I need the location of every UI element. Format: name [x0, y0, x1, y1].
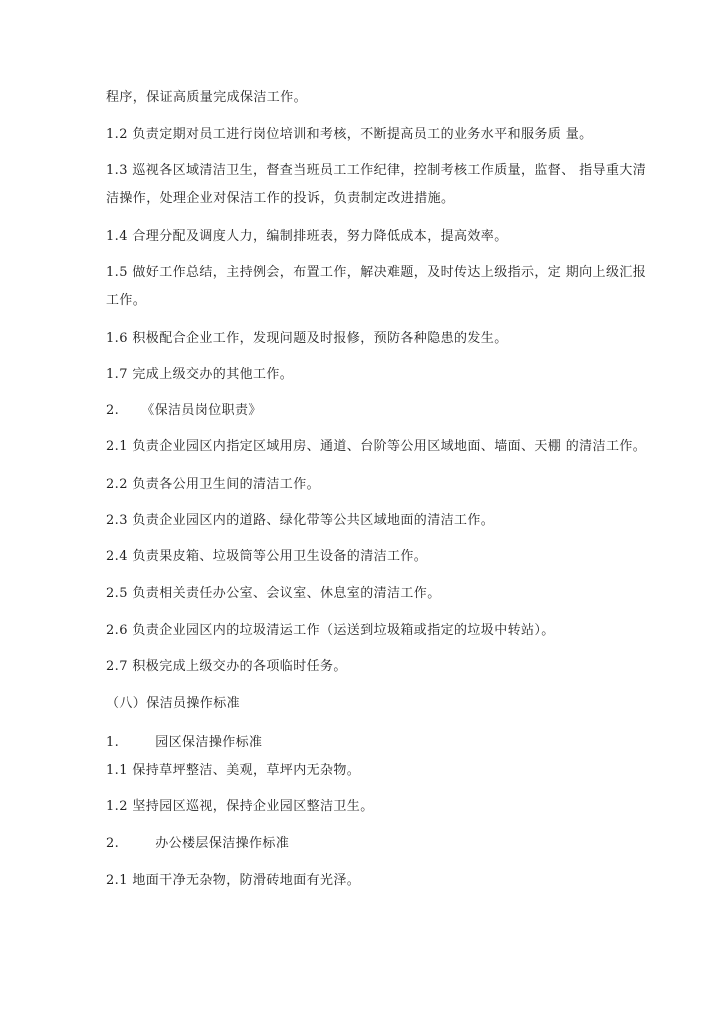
text-line: 1.2 负责定期对员工进行岗位培训和考核，不断提高员工的业务水平和服务质 量。: [106, 127, 593, 142]
text-line: 1.3 巡视各区域清洁卫生，督查当班员工工作纪律，控制考核工作质量，监督、 指导重大清: [106, 163, 647, 178]
text-line: 2.7 积极完成上级交办的各项临时任务。: [106, 659, 347, 674]
text-line: 程序，保证高质量完成保洁工作。: [106, 90, 308, 105]
section-number: 2.: [106, 836, 120, 851]
section-heading: （八）保洁员操作标准: [106, 696, 241, 711]
text-line: 2.3 负责企业园区内的道路、绿化带等公共区域地面的清洁工作。: [106, 513, 495, 528]
text-line: 1.2 坚持园区巡视，保持企业园区整洁卫生。: [106, 799, 374, 814]
text-line: 2.2 负责各公用卫生间的清洁工作。: [106, 477, 321, 492]
text-line: 2.5 负责相关责任办公室、会议室、休息室的清洁工作。: [106, 586, 441, 601]
subsection-heading: [106, 734, 262, 752]
text-line: 2.1 负责企业园区内指定区域用房、通道、台阶等公用区域地面、墙面、天棚 的清洁工作。: [106, 439, 647, 454]
text-line: 1.4 合理分配及调度人力，编制排班表，努力降低成本，提高效率。: [106, 229, 508, 244]
subsection-heading: [106, 835, 289, 853]
text-line: 2.4 负责果皮箱、垃圾筒等公用卫生设备的清洁工作。: [106, 549, 428, 564]
section-heading: [106, 402, 262, 420]
section-number: 2.: [106, 403, 120, 418]
section-title: 《保洁员岗位职责》: [141, 403, 262, 418]
text-line: 2.6 负责企业园区内的垃圾清运工作（运送到垃圾箱或指定的垃圾中转站）。: [106, 623, 555, 638]
text-line: 1.1 保持草坪整洁、美观，草坪内无杂物。: [106, 763, 361, 778]
text-line: 1.6 积极配合企业工作，发现问题及时报修，预防各种隐患的发生。: [106, 331, 508, 346]
text-line: 1.5 做好工作总结，主持例会，布置工作，解决难题，及时传达上级指示，定 期向上级汇报: [106, 265, 647, 280]
section-title: 办公楼层保洁操作标准: [155, 836, 290, 851]
text-line: 1.7 完成上级交办的其他工作。: [106, 367, 294, 382]
section-number: 1.: [106, 735, 120, 750]
section-title: 园区保洁操作标准: [155, 735, 263, 750]
text-line: 洁操作，处理企业对保洁工作的投诉，负责制定改进措施。: [106, 191, 455, 206]
text-line: 2.1 地面干净无杂物，防滑砖地面有光泽。: [106, 873, 361, 888]
text-line: 工作。: [106, 293, 147, 308]
